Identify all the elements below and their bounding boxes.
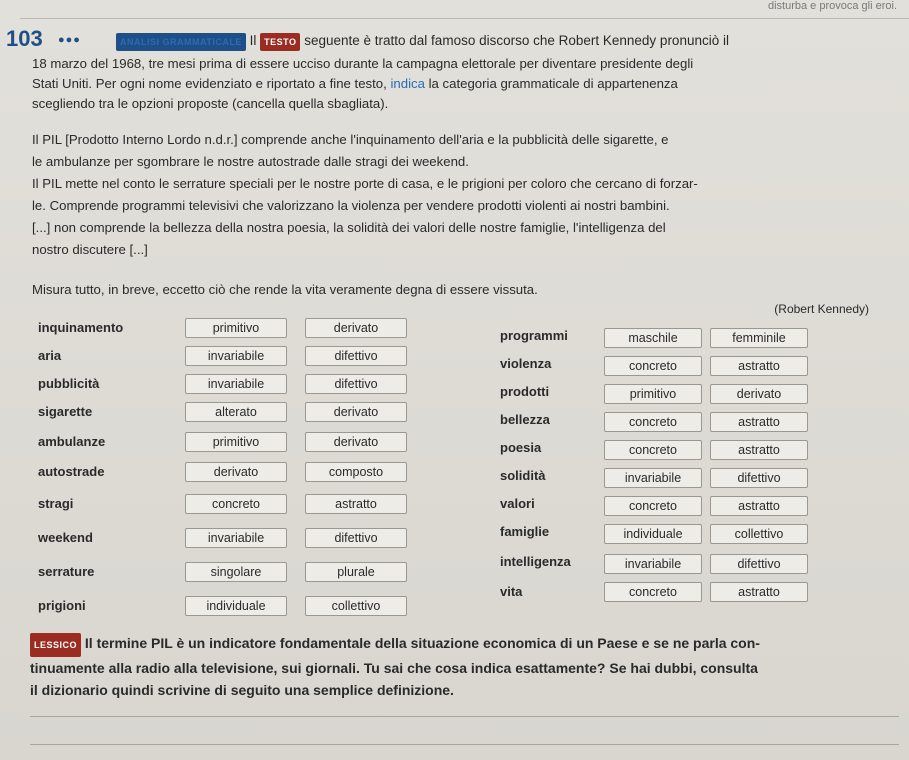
option-box[interactable]: plurale [305, 562, 407, 582]
word-label: autostrade [38, 464, 105, 479]
word-label: programmi [500, 328, 568, 343]
intro-line4: scegliendo tra le opzioni proposte (cancella quella sbagliata). [32, 96, 389, 111]
word-label: serrature [38, 564, 95, 579]
badge-lessico: LESSICO [30, 633, 81, 657]
option-box[interactable]: primitivo [185, 432, 287, 452]
option-box[interactable]: difettivo [710, 468, 808, 488]
option-box[interactable]: astratto [710, 440, 808, 460]
word-label: ambulanze [38, 434, 106, 449]
option-box[interactable]: composto [305, 462, 407, 482]
badge-analisi: ANALISI GRAMMATICALE [116, 33, 246, 51]
lessico-line3: il dizionario quindi scrivine di seguito una semplice definizione. [30, 682, 454, 698]
option-box[interactable]: derivato [305, 402, 407, 422]
passage-line: nostro discutere [...] [32, 242, 148, 257]
word-label: valori [500, 496, 535, 511]
option-box[interactable]: collettivo [710, 524, 808, 544]
option-box[interactable]: difettivo [710, 554, 808, 574]
word-label: solidità [500, 468, 546, 483]
option-box[interactable]: invariabile [185, 374, 287, 394]
option-box[interactable]: difettivo [305, 374, 407, 394]
passage-line: le ambulanze per sgombrare le nostre autostrade dalle stragi dei weekend. [32, 154, 469, 169]
writing-line[interactable] [30, 716, 899, 717]
passage-line: [...] non comprende la bellezza della nostra poesia, la solidità dei valori delle nostre famiglie, l'intelligenza del [32, 220, 666, 235]
word-label: stragi [38, 496, 74, 511]
word-label: weekend [38, 530, 93, 545]
word-label: inquinamento [38, 320, 124, 335]
option-box[interactable]: collettivo [305, 596, 407, 616]
word-label: famiglie [500, 524, 550, 539]
option-box[interactable]: singolare [185, 562, 287, 582]
exercise-instructions [116, 33, 897, 51]
option-box[interactable]: concreto [185, 494, 287, 514]
intro-line2: 18 marzo del 1968, tre mesi prima di essere ucciso durante la campagna elettorale per diventare presidente degli [32, 56, 694, 71]
lessico-line1 [30, 632, 899, 657]
option-box[interactable]: difettivo [305, 346, 407, 366]
option-box[interactable]: invariabile [185, 528, 287, 548]
option-box[interactable]: concreto [604, 356, 702, 376]
option-box[interactable]: maschile [604, 328, 702, 348]
option-box[interactable]: alterato [185, 402, 287, 422]
option-box[interactable]: concreto [604, 412, 702, 432]
word-label: prigioni [38, 598, 86, 613]
divider [20, 18, 909, 19]
word-label: prodotti [500, 384, 550, 399]
option-box[interactable]: difettivo [305, 528, 407, 548]
option-box[interactable]: concreto [604, 582, 702, 602]
option-box[interactable]: individuale [604, 524, 702, 544]
word-label: aria [38, 348, 62, 363]
passage-line: Misura tutto, in breve, eccetto ciò che rende la vita veramente degna di essere vissuta. [32, 282, 538, 297]
option-box[interactable]: invariabile [604, 468, 702, 488]
header-prefix: Il [249, 33, 257, 48]
option-box[interactable]: derivato [185, 462, 287, 482]
intro-line1: seguente è tratto dal famoso discorso che Robert Kennedy pronunciò il [304, 33, 729, 48]
intro-highlight: indica [390, 76, 425, 91]
option-box[interactable]: astratto [710, 496, 808, 516]
option-box[interactable]: femminile [710, 328, 808, 348]
word-label: violenza [500, 356, 552, 371]
option-box[interactable]: concreto [604, 440, 702, 460]
option-box[interactable]: invariabile [185, 346, 287, 366]
exercise-grid [0, 318, 909, 628]
option-box[interactable]: derivato [710, 384, 808, 404]
intro-line3b: la categoria grammaticale di appartenenza [428, 76, 678, 91]
option-box[interactable]: individuale [185, 596, 287, 616]
passage-line: le. Comprende programmi televisivi che valorizzano la violenza per vendere prodotti violenti ai nostri bambini. [32, 198, 670, 213]
exercise-number: 103 [6, 26, 43, 51]
writing-line[interactable] [30, 744, 899, 745]
difficulty-dots: ●●● [58, 34, 81, 46]
top-note: disturba e provoca gli eroi. [767, 0, 897, 12]
option-box[interactable]: astratto [305, 494, 407, 514]
option-box[interactable]: derivato [305, 432, 407, 452]
option-box[interactable]: astratto [710, 356, 808, 376]
option-box[interactable]: primitivo [185, 318, 287, 338]
option-box[interactable]: concreto [604, 496, 702, 516]
word-label: sigarette [38, 404, 93, 419]
option-box[interactable]: invariabile [604, 554, 702, 574]
lessico-section [30, 632, 899, 701]
passage-line: Il PIL mette nel conto le serrature speciali per le nostre porte di casa, e le prigioni per coloro che cercano di forzar- [32, 176, 698, 191]
option-box[interactable]: primitivo [604, 384, 702, 404]
option-box[interactable]: astratto [710, 412, 808, 432]
author: (Robert Kennedy) [774, 302, 869, 316]
option-box[interactable]: derivato [305, 318, 407, 338]
intro-line3 [32, 74, 899, 94]
word-label: bellezza [500, 412, 550, 427]
passage-line: Il PIL [Prodotto Interno Lordo n.d.r.] comprende anche l'inquinamento dell'aria e la pubblicità delle sigarette, e [32, 132, 669, 147]
lessico-line2: tinuamente alla radio alla televisione, sui giornali. Tu sai che cosa indica esattamente? Se hai dubbi, consulta [30, 660, 758, 676]
word-label: intelligenza [500, 554, 571, 569]
badge-testo: TESTO [260, 33, 300, 51]
lessico-text1: Il termine PIL è un indicatore fondamentale della situazione economica di un Paese e se ne parla con- [84, 635, 760, 651]
word-label: vita [500, 584, 523, 599]
word-label: pubblicità [38, 376, 100, 391]
option-box[interactable]: astratto [710, 582, 808, 602]
word-label: poesia [500, 440, 542, 455]
intro-line3a: Stati Uniti. Per ogni nome evidenziato e riportato a fine testo, [32, 76, 387, 91]
